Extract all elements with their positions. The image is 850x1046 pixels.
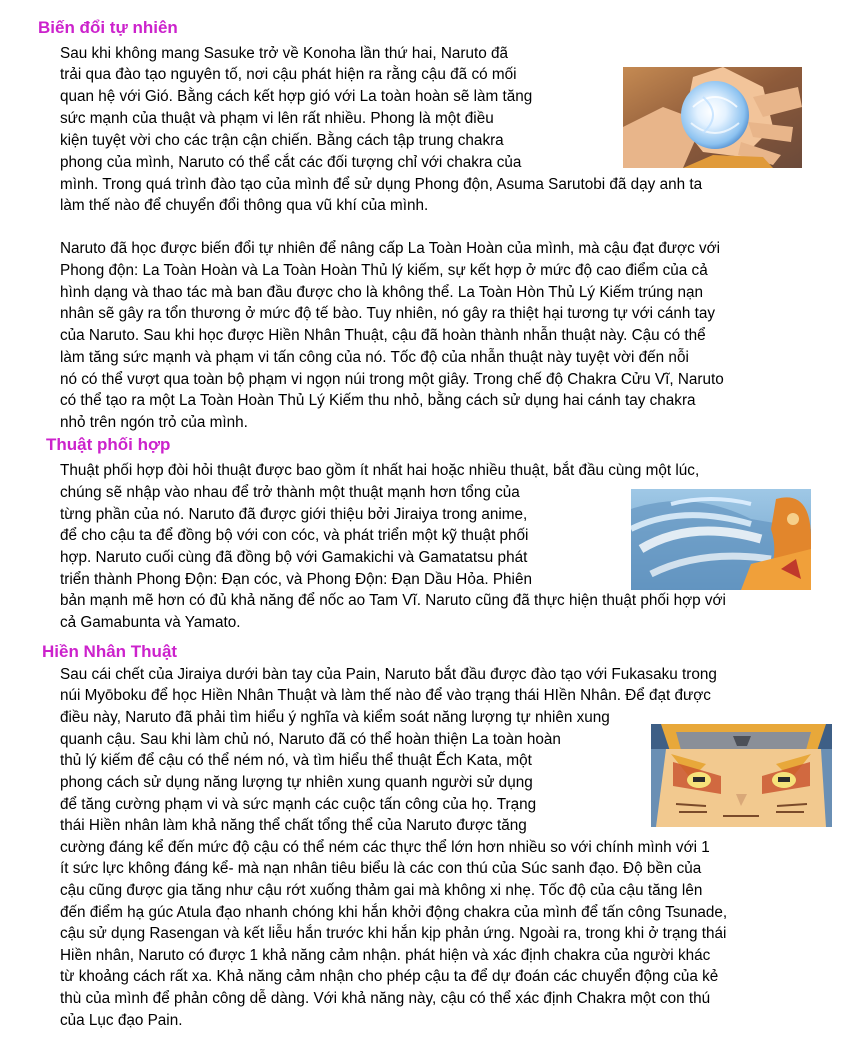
text-line: đến điểm hạ gúc Atula đạo nhanh chóng khi hắn khởi động chakra của mình để tấn công Tsunade, <box>60 904 728 921</box>
text-line: nhỏ trên ngón trỏ của mình. <box>60 414 248 431</box>
text-line: làm tăng sức mạnh và phạm vi tấn công của nó. Tốc độ của nhẫn thuật này tuyệt vời đến nỗi <box>60 349 689 366</box>
text-line: điều này, Naruto đã phải tìm hiểu ý nghĩa và kiểm soát năng lượng tự nhiên xung <box>60 709 610 726</box>
text-line: từng phần của nó. Naruto đã được giới thiệu bởi Jiraiya trong anime, <box>60 506 528 523</box>
toad-water-bullet-image <box>631 489 811 590</box>
text-line: Sau cái chết của Jiraiya dưới bàn tay của Pain, Naruto bắt đầu được đào tạo với Fukasaku trong <box>60 666 717 683</box>
text-line: bản mạnh mẽ hơn có đủ khả năng để nốc ao Tam Vĩ. Naruto cũng đã thực hiện thuật phối hợp với <box>60 592 726 609</box>
text-line: chúng sẽ nhập vào nhau để trở thành một thuật mạnh hơn tổng của <box>60 484 520 501</box>
text-line: quan hệ với Gió. Bằng cách kết hợp gió với La toàn hoàn sẽ làm tăng <box>60 88 533 105</box>
text-line: làm thế nào để chuyển đổi thông qua vũ khí của mình. <box>60 197 429 214</box>
text-line: thủ lý kiếm để cậu có thể ném nó, và tìm hiểu thể thuật Ếch Kata, một <box>60 752 532 769</box>
text-line: Sau khi không mang Sasuke trở về Konoha lần thứ hai, Naruto đã <box>60 45 509 62</box>
text-line: nhân sẽ gây ra tổn thương ở mức độ tế bào. Tuy nhiên, nó gây ra thiệt hại tương tự với cánh tay <box>60 305 716 322</box>
sage-mode-naruto-image <box>651 724 832 827</box>
section-heading-bien-doi-tu-nhien: Biến đổi tự nhiên <box>38 18 178 37</box>
text-line: từ khoảng cách rất xa. Khả năng cảm nhận cho phép cậu ta để dự đoán các chuyển động của kẻ <box>60 968 719 985</box>
text-line: hợp. Naruto cuối cùng đã đồng bộ với Gamakichi và Gamatatsu phát <box>60 549 528 566</box>
text-line: kiện tuyệt vời cho các trận cận chiến. Bằng cách tập trung chakra <box>60 132 504 149</box>
text-line: để tăng cường phạm vi và sức mạnh các cuộc tấn công của họ. Trạng <box>60 796 537 813</box>
text-line: thù của mình để phản công dễ dàng. Với khả năng này, cậu có thể xác định Chakra một con thú <box>60 990 711 1007</box>
text-line: cả Gamabunta và Yamato. <box>60 614 241 631</box>
text-line: phong cách sử dụng năng lượng tự nhiên xung quanh người sử dụng <box>60 774 533 791</box>
text-line: Phong độn: La Toàn Hoàn và La Toàn Hoàn Thủ lý kiếm, sự kết hợp ở mức độ cao điểm của cả <box>60 262 708 279</box>
section-heading-hien-nhan-thuat: Hiền Nhân Thuật <box>42 642 178 661</box>
text-line: Naruto đã học được biến đổi tự nhiên để nâng cấp La Toàn Hoàn của mình, mà cậu đạt được với <box>60 240 721 257</box>
text-line: trải qua đào tạo nguyên tố, nơi cậu phát hiện ra rằng cậu đã có mối <box>60 66 517 83</box>
text-line: phong của mình, Naruto có thể cắt các đối tượng chỉ với chakra của <box>60 154 522 171</box>
text-line: quanh cậu. Sau khi làm chủ nó, Naruto đã có thể hoàn thiện La toàn hoàn <box>60 731 561 748</box>
text-line: sức mạnh của thuật và phạm vi lên rất nhiều. Phong là một điều <box>60 110 494 127</box>
text-line: mình. Trong quá trình đào tạo của mình để sử dụng Phong độn, Asuma Sarutobi đã dạy anh ta <box>60 176 703 193</box>
text-line: của Naruto. Sau khi học được Hiền Nhân Thuật, cậu đã hoàn thành nhẫn thuật này. Cậu có thể <box>60 327 706 344</box>
text-line: của Lục đạo Pain. <box>60 1012 183 1029</box>
text-line: có thể tạo ra một La Toàn Hoàn Thủ Lý Kiếm thu nhỏ, bằng cách sử dụng hai cánh tay chakra <box>60 392 696 409</box>
section-heading-thuat-phoi-hop: Thuật phối hợp <box>46 435 171 454</box>
text-line: cậu sử dụng Rasengan và kết liễu hắn trước khi hắn kịp phản ứng. Ngoài ra, trong khi ở trạng thái <box>60 925 727 942</box>
text-line: triển thành Phong Độn: Đạn cóc, và Phong Độn: Đạn Dầu Hỏa. Phiên <box>60 571 532 588</box>
text-line: Thuật phối hợp đòi hỏi thuật được bao gồm ít nhất hai hoặc nhiều thuật, bắt đầu cùng một lúc, <box>60 462 700 479</box>
text-line: hình dạng và thao tác mà ban đầu được cho là không thể. La Toàn Hòn Thủ Lý Kiếm trúng nạn <box>60 284 704 301</box>
text-line: cường đáng kể đến mức độ cậu có thể ném các thực thể lớn hơn nhiều so với chính mình với 1 <box>60 839 710 856</box>
text-line: cậu cũng được gia tăng như cậu rớt xuống thảm gai mà không xi nhẹ. Tốc độ của cậu tăng lên <box>60 882 703 899</box>
text-line: Hiền nhân, Naruto có được 1 khả năng cảm nhận. phát hiện và xác định chakra của người khác <box>60 947 711 964</box>
text-line: để cho cậu ta để đồng bộ với con cóc, và phát triển một kỹ thuật phối <box>60 527 529 544</box>
text-line: nó có thể vượt qua toàn bộ phạm vi ngọn núi trong một giây. Trong chế độ Chakra Cửu Vĩ, Naruto <box>60 371 724 388</box>
rasengan-hand-image <box>623 67 802 168</box>
text-line: ít sức lực không đáng kể- mà nạn nhân tiêu biểu là các con thú của Súc sanh đạo. Độ bền của <box>60 860 702 877</box>
text-line: núi Myōboku để học Hiền Nhân Thuật và làm thế nào để vào trạng thái HIền Nhân. Để đạt được <box>60 687 711 704</box>
text-line: thái Hiền nhân làm khả năng thể chất tổng thể của Naruto được tăng <box>60 817 527 834</box>
